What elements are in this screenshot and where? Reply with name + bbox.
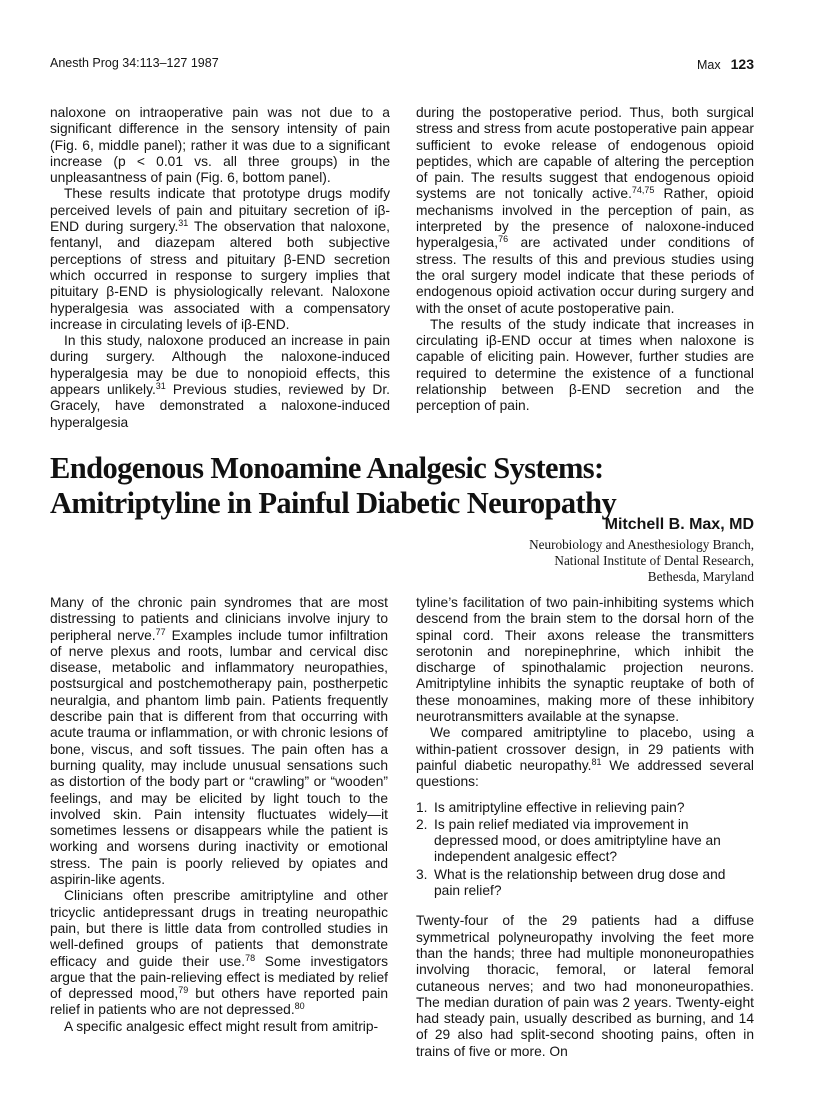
paragraph-text: We compared amitriptyline to placebo, using a within-patient crossover design, in 29 patients with painful diabetic neuropathy.	[416, 725, 754, 773]
paragraph	[50, 888, 388, 1018]
paragraph	[50, 333, 390, 431]
paragraph-text: but others have reported pain relief in patients who are not depressed.	[50, 986, 388, 1018]
author-byline	[605, 516, 754, 534]
title-line: Endogenous Monoamine Analgesic Systems:	[50, 451, 604, 485]
paragraph: A specific analgesic effect might result from amitrip-	[64, 1018, 379, 1034]
paragraph-text: Clinicians often prescribe amitriptyline and other tricyclic antidepressant drugs in treating neuropathic pain, but there is little data from controlled studies in well-defined groups of patients that demonstrate efficacy and guide their use.	[50, 888, 388, 969]
paragraph-text: Previous studies, reviewed by Dr. Gracely, have demonstrated a naloxone-induced hyperalgesia	[50, 382, 391, 430]
paragraph-text: The observation that naloxone, fentanyl, and diazepam altered both subjective perceptions of stress and pituitary β-END secretion which occurred in response to surgery implies that pituitary β-END is physiologically relevant. Naloxone hyperalgesia was associated with a compensatory increase in circulating levels of iβ-END.	[50, 219, 390, 332]
author-degree: MD	[729, 516, 754, 533]
paragraph-text: We addressed several questions:	[416, 757, 754, 790]
reference-superscript: 78	[245, 952, 256, 963]
bottom-right-column	[416, 595, 754, 1060]
paragraph: tyline’s facilitation of two pain-inhibiting systems which descend from the brain stem to the dorsal horn of the spinal cord. Their axons release the transmitters serotonin and norepinephrine, which inhibit the discharge of spinothalamic projection neurons. Amitriptyline inhibits the synaptic reuptake of both of these monoamines, making more of these inhibitory neurotransmitters available at the synapse.	[416, 595, 754, 725]
reference-superscript: 31	[155, 381, 166, 392]
reference-superscript: 80	[294, 1001, 305, 1012]
paragraph	[416, 725, 754, 790]
reference-superscript: 76	[498, 234, 509, 245]
list-item-text: Is pain relief mediated via improvement in depressed mood, or does amitriptyline have an independent analgesic effect?	[434, 816, 721, 865]
paragraph-text: Rather, opioid mechanisms involved in the perception of pain, as interpreted by the presence of naloxone-induced hyperalgesia,	[416, 186, 754, 251]
page-number: 123	[730, 56, 754, 72]
paragraph-text: Some investigators argue that the pain-relieving effect is mediated by relief of depressed mood,	[50, 953, 388, 1002]
author-short: Max	[697, 58, 721, 72]
list-number: 3.	[416, 866, 428, 882]
paragraph	[50, 595, 388, 888]
reference-superscript: 77	[155, 626, 166, 637]
list-item-text: Is amitriptyline effective in relieving pain?	[434, 799, 685, 815]
journal-citation: Anesth Prog 34:113–127 1987	[50, 56, 219, 70]
list-item-text: What is the relationship between drug dose and pain relief?	[434, 866, 726, 899]
list-item	[416, 867, 754, 900]
paragraph	[416, 105, 754, 317]
paragraph-text: are activated under conditions of stress. The results of this and previous studies using the oral surgery model indicate that these periods of endogenous opioid activation occur during surgery and with the onset of acute postoperative pain.	[416, 235, 754, 316]
paragraph-text: These results indicate that prototype drugs modify perceived levels of pain and pituitary secretion of iβ-END during surgery.	[50, 186, 390, 235]
paragraph: Twenty-four of the 29 patients had a diffuse symmetrical polyneuropathy involving the feet more than the hands; three had multiple mononeuropathies involving thoracic, femoral, or lateral femoral cutaneous nerves; and two had mononeuropathies. The median duration of pain was 2 years. Twenty-eight had steady pain, usually described as burning, and 14 of 29 also had split-second shooting pains, often in trains of five or more. On	[416, 913, 754, 1059]
paragraph-text: Many of the chronic pain syndromes that are most distressing to patients and clinicians involve injury to peripheral nerve.	[50, 595, 388, 643]
reference-superscript: 31	[178, 218, 189, 229]
reference-superscript: 74,75	[631, 185, 655, 196]
list-item	[416, 800, 754, 816]
title-line: Amitriptyline in Painful Diabetic Neuropathy	[50, 486, 617, 520]
list-number: 1.	[416, 799, 428, 815]
list-item	[416, 817, 754, 866]
article-title	[50, 451, 770, 521]
reference-superscript: 81	[591, 756, 602, 767]
affiliation-line: Bethesda, Maryland	[647, 569, 754, 584]
paragraph	[50, 186, 390, 333]
author-name: Mitchell B. Max,	[604, 516, 725, 533]
paragraph: naloxone on intraoperative pain was not due to a significant difference in the sensory intensity of pain (Fig. 6, middle panel); rather it was due to a significant increase (p < 0.01 vs. all three groups) in the unpleasantness of pain (Fig. 6, bottom panel).	[50, 105, 390, 186]
paragraph-text: Examples include tumor infiltration of nerve plexus and roots, lumbar and cervical disc disease, metabolic and inflammatory neuropathies, postsurgical and postchemotherapy pain, postherpetic neuralgia, and phantom limb pain. Patients frequently describe pain that is different from that occurring with acute trauma or inflammation, or with chronic lesions of bone, viscus, and soft tissues. The pain often has a burning quality, may include unusual sensations such as distortion of the body part or “crawling” or “wooden” feelings, and may be elicited by light touch to the involved skin. Pain intensity fluctuates widely—it sometimes lessens or disappears while the patient is working and worsens during inactivity or emotional stress. The pain is poorly relieved by opiates and aspirin-like agents.	[50, 627, 388, 888]
affiliation-line: National Institute of Dental Research,	[554, 553, 754, 568]
page-header-right	[697, 56, 754, 72]
affiliation-line: Neurobiology and Anesthesiology Branch,	[529, 537, 754, 552]
paragraph-text: during the postoperative period. Thus, both surgical stress and stress from acute postoperative pain appear sufficient to evoke release of endogenous opioid peptides, which are capable of altering the perception of pain. The results suggest that endogenous opioid systems are not tonically active.	[416, 105, 754, 202]
paragraph-text: In this study, naloxone produced an increase in pain during surgery. Although the naloxone-induced hyperalgesia may be due to nonopioid effects, this appears unlikely.	[50, 333, 390, 398]
paragraph: The results of the study indicate that increases in circulating iβ-END occur at times when naloxone is capable of eliciting pain. However, further studies are required to determine the existence of a functional relationship between β-END secretion and the perception of pain.	[416, 316, 754, 414]
running-head	[50, 56, 754, 76]
bottom-left-column	[50, 595, 388, 1035]
question-list	[416, 800, 754, 900]
author-affiliation	[529, 537, 754, 585]
reference-superscript: 79	[178, 985, 189, 996]
list-number: 2.	[416, 816, 428, 832]
top-right-column	[416, 105, 754, 415]
top-left-column	[50, 105, 390, 431]
